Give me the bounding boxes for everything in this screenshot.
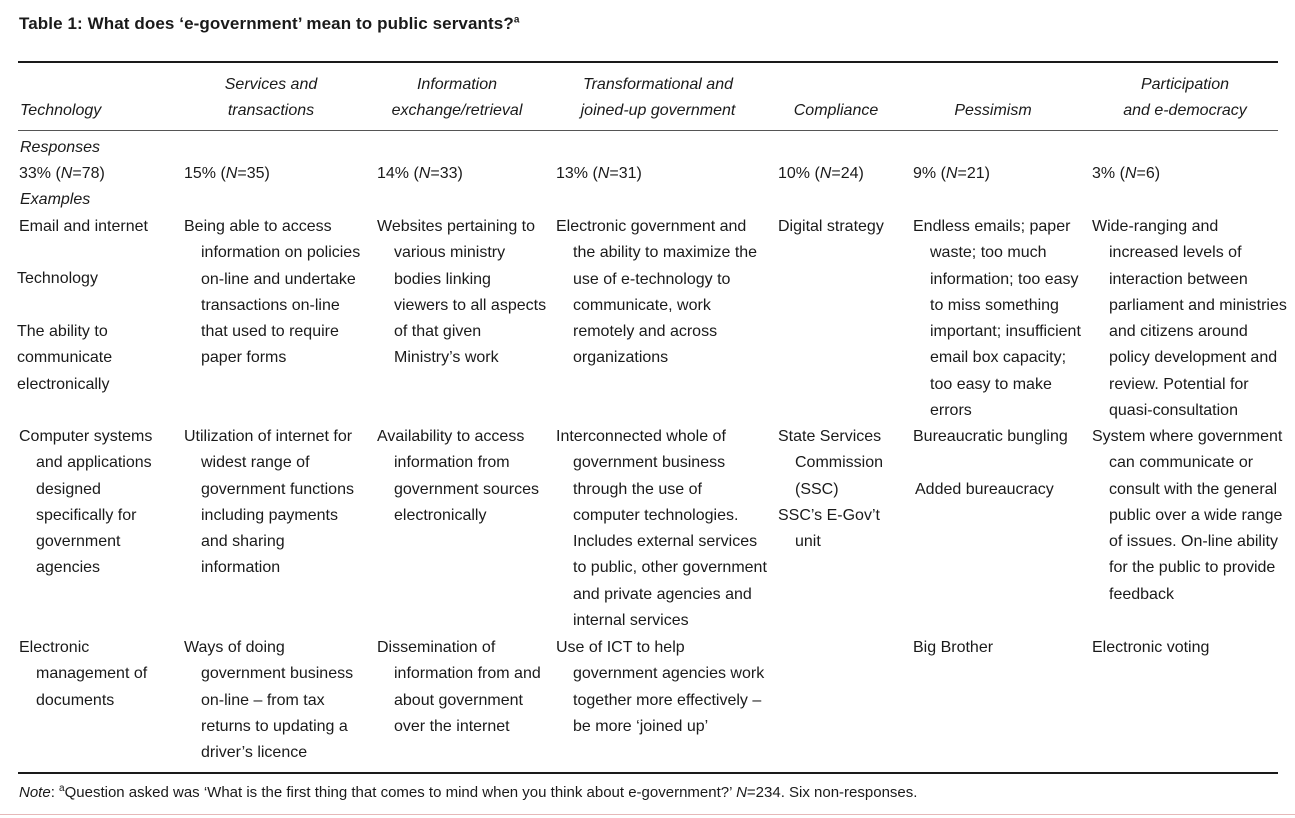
col-header-compliance: Compliance (793, 102, 879, 119)
col-header-participation: Participation and e-democracy (1123, 76, 1247, 119)
participation-example-2: System where government can communicate or consult with the general public over a wide range of issues. On-line ability for the public to provide feedback (1092, 428, 1283, 603)
col-header-pessimism: Pessimism (954, 102, 1032, 119)
tech-example-communicate: The ability to communicate electronically (17, 323, 113, 393)
col-header-transformational: Transformational and joined-up government (580, 76, 736, 119)
services-example-3: Ways of doing government business on-line – from tax returns to updating a driver’s licence (184, 639, 354, 762)
top-rule (18, 61, 1278, 63)
response-information: 14% (N=33) (377, 165, 463, 182)
response-compliance: 10% (N=24) (778, 165, 864, 182)
col-header-services: Services and transactions (224, 76, 318, 119)
response-pessimism: 9% (N=21) (913, 165, 990, 182)
compliance-example-2b: SSC’s E-Gov’t unit (778, 507, 880, 551)
response-technology: 33% (N=78) (19, 165, 105, 182)
information-example-1: Websites pertaining to various ministry bodies linking viewers to all aspects of that given Ministry’s work (377, 218, 547, 367)
compliance-example-1: Digital strategy (778, 218, 884, 235)
responses-label: Responses (20, 139, 101, 156)
table-note: Note: $^a$Question asked was ‘What is the first thing that comes to mind when you think about e-government?’ N=234. Six non-responses. (19, 783, 918, 801)
transformational-example-3: Use of ICT to help government agencies work together more effectively – be more ‘joined up’ (556, 639, 765, 735)
header-rule (18, 130, 1278, 131)
participation-example-3: Electronic voting (1092, 639, 1210, 656)
examples-label: Examples (20, 191, 91, 208)
response-transformational: 13% (N=31) (556, 165, 642, 182)
tech-example-technology: Technology (17, 270, 98, 287)
transformational-example-1: Electronic government and the ability to maximize the use of e-technology to communicate, work remotely and across organizations (556, 218, 758, 367)
services-example-1: Being able to access information on policies on-line and undertake transactions on-line that used to require paper forms (184, 218, 361, 367)
information-example-2: Availability to access information from government sources electronically (377, 428, 539, 524)
response-participation: 3% (N=6) (1092, 165, 1161, 182)
participation-example-1: Wide-ranging and increased levels of interaction between parliament and ministries and citizens around policy development and review. Potential for quasi-consultation (1092, 218, 1287, 420)
page-edge-rule (0, 814, 1295, 815)
compliance-example-2a: State Services Commission (SSC) (778, 428, 884, 498)
pessimism-example-2a: Bureaucratic bungling (913, 428, 1068, 445)
tech-example-email: Email and internet (19, 218, 148, 235)
table-title: Table 1: What does ‘e-government’ mean to public servants?$^a$ (19, 14, 520, 33)
tech-example-documents: Electronic management of documents (19, 639, 148, 709)
pessimism-example-3: Big Brother (913, 639, 994, 656)
services-example-2: Utilization of internet for widest range of government functions including payments and sharing information (184, 428, 354, 577)
tech-example-systems: Computer systems and applications designed specifically for government agencies (19, 428, 153, 577)
pessimism-example-2b: Added bureaucracy (915, 481, 1054, 498)
col-header-information: Information exchange/retrieval (391, 76, 523, 119)
col-header-technology: Technology (20, 102, 102, 119)
information-example-3: Dissemination of information from and about government over the internet (377, 639, 541, 735)
response-services: 15% (N=35) (184, 165, 270, 182)
bottom-rule (18, 772, 1278, 774)
transformational-example-2: Interconnected whole of government business through the use of computer technologies. Includes external services to public, other government and private agencies and internal services (556, 428, 767, 630)
pessimism-example-1: Endless emails; paper waste; too much information; too easy to miss something important; insufficient email box capacity; too easy to make errors (913, 218, 1081, 420)
